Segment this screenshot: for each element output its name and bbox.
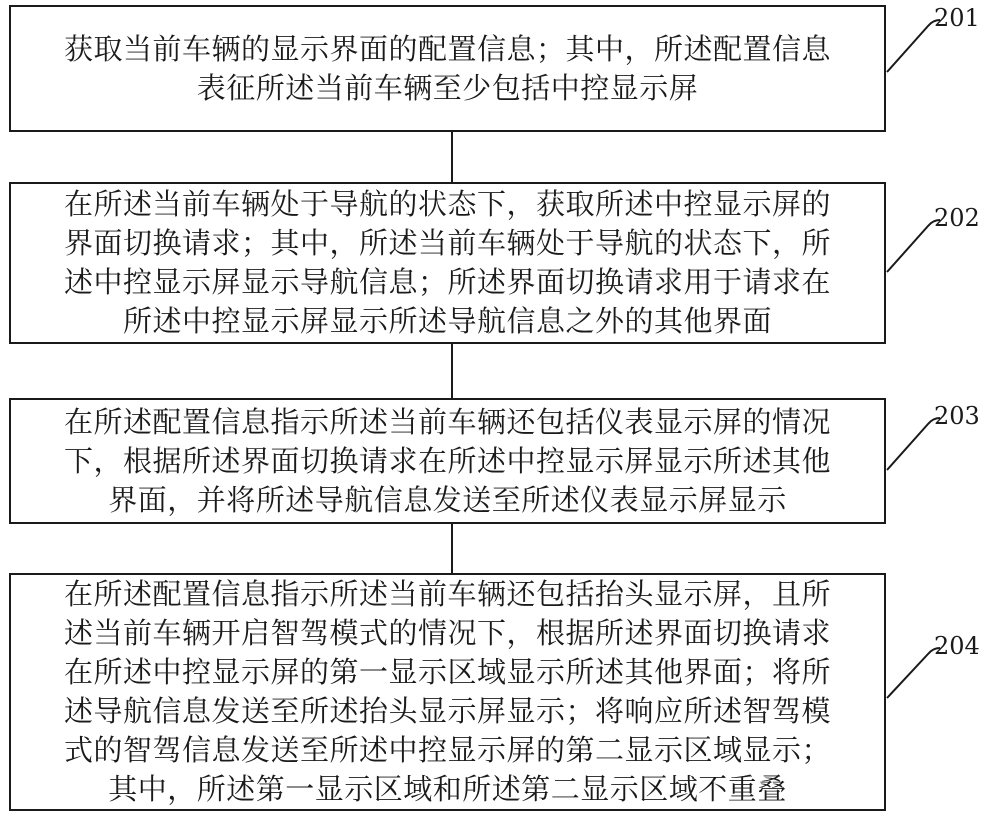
leader-line-203 <box>887 418 940 470</box>
leader-line-201 <box>887 20 940 72</box>
step-201-line-2: 表征所述当前车辆至少包括中控显示屏 <box>196 70 699 105</box>
step-203-line-3: 界面，并将所述导航信息发送至所述仪表显示屏显示 <box>108 482 787 517</box>
step-204-line-1: 在所述配置信息指示所述当前车辆还包括抬头显示屏，且所 <box>63 577 831 611</box>
step-204-line-6: 其中，所述第一显示区域和所述第二显示区域不重叠 <box>108 772 787 806</box>
connector-201-202 <box>451 132 453 182</box>
step-202-line-2: 界面切换请求；其中，所述当前车辆处于导航的状态下，所 <box>63 226 831 260</box>
step-204-line-5: 式的智驾信息发送至所述中控显示屏的第二显示区域显示； <box>63 733 831 767</box>
step-202-line-4: 所述中控显示屏显示所述导航信息之外的其他界面 <box>122 304 772 338</box>
step-box-203 <box>9 398 886 524</box>
step-box-204 <box>9 573 886 811</box>
step-201-line-1: 获取当前车辆的显示界面的配置信息；其中，所述配置信息 <box>63 31 831 66</box>
step-number-204: 204 <box>934 632 980 660</box>
step-204-line-3: 在所述中控显示屏的第一显示区域显示所述其他界面；将所 <box>63 655 831 689</box>
step-203-line-2: 下，根据所述界面切换请求在所述中控显示屏显示所述其他 <box>63 443 831 478</box>
leader-line-204 <box>887 648 940 698</box>
step-number-203: 203 <box>934 402 980 430</box>
connector-203-204 <box>451 524 453 573</box>
leader-line-202 <box>887 220 940 272</box>
step-204-line-4: 述导航信息发送至所述抬头显示屏显示；将响应所述智驾模 <box>63 694 831 728</box>
step-box-201 <box>9 5 886 132</box>
step-number-201: 201 <box>934 4 980 32</box>
step-box-202 <box>9 182 886 344</box>
step-202-line-1: 在所述当前车辆处于导航的状态下，获取所述中控显示屏的 <box>63 187 831 221</box>
connector-202-203 <box>451 344 453 398</box>
step-202-line-3: 述中控显示屏显示导航信息；所述界面切换请求用于请求在 <box>63 265 831 299</box>
step-number-202: 202 <box>934 204 980 232</box>
step-204-line-2: 述当前车辆开启智驾模式的情况下，根据所述界面切换请求 <box>63 616 831 650</box>
step-203-line-1: 在所述配置信息指示所述当前车辆还包括仪表显示屏的情况 <box>63 404 831 439</box>
